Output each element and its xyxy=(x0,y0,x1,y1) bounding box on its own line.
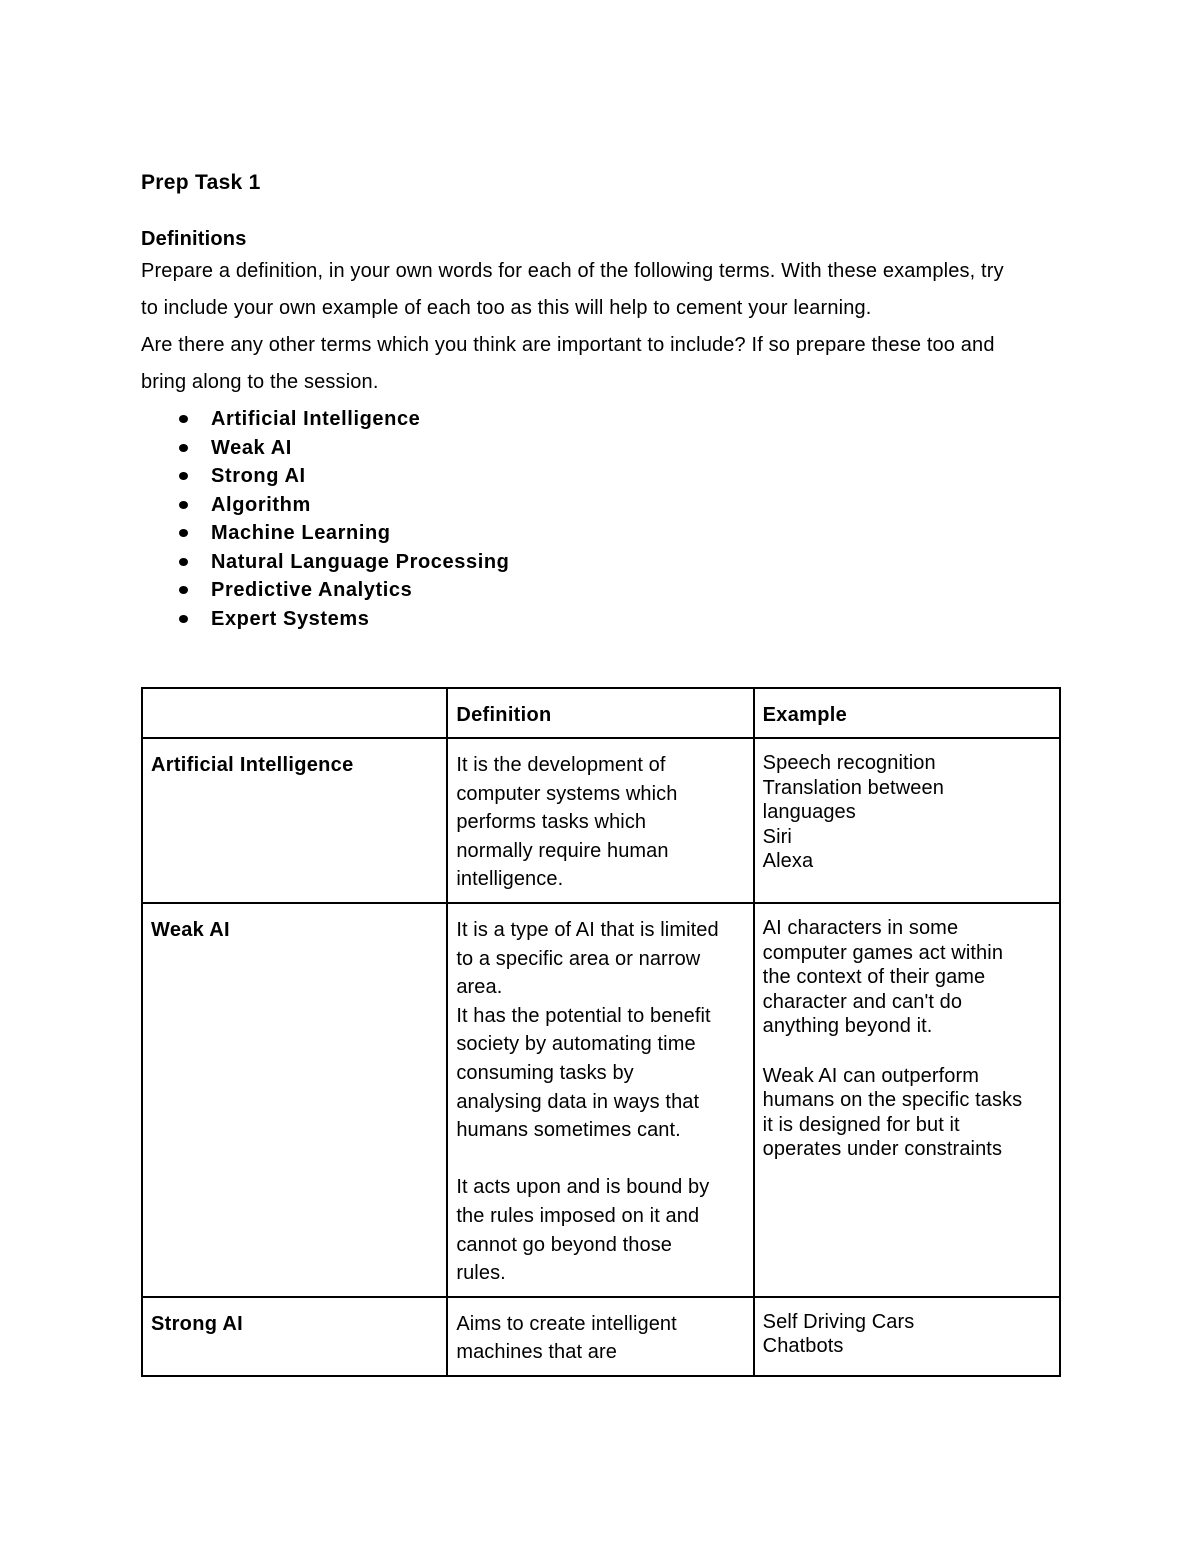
example-line: AI characters in some xyxy=(762,917,959,939)
intro-line: to include your own example of each too as this will help to cement your learning. xyxy=(141,297,872,319)
example-line: Chatbots xyxy=(762,1335,844,1358)
definition-line: analysing data in ways that xyxy=(456,1090,700,1113)
bullet-icon xyxy=(179,472,188,480)
definition-line: rules. xyxy=(456,1262,506,1285)
terms-list xyxy=(141,405,1061,633)
term-item xyxy=(141,405,1061,434)
bullet-icon xyxy=(179,501,188,509)
row-term-cell: Strong AI xyxy=(142,1297,447,1376)
term-label: Predictive Analytics xyxy=(211,579,413,601)
term-label: Natural Language Processing xyxy=(211,550,510,573)
example-line: Self Driving Cars xyxy=(762,1310,915,1333)
definition-line: It is a type of AI that is limited xyxy=(456,919,719,941)
table-row xyxy=(142,1297,1060,1376)
term-item xyxy=(141,462,1061,491)
term-label: Machine Learning xyxy=(211,522,391,544)
bullet-icon xyxy=(179,558,188,566)
bullet-icon xyxy=(179,529,188,537)
definition-line: humans sometimes cant. xyxy=(456,1119,681,1142)
definition-cell xyxy=(447,903,753,1297)
definition-cell xyxy=(447,738,753,903)
term-label: Artificial Intelligence xyxy=(211,408,421,430)
header-cell-example: Example xyxy=(754,688,1060,738)
term-label: Algorithm xyxy=(211,493,311,516)
definition-line: performs tasks which xyxy=(456,811,647,834)
example-line: Speech recognition xyxy=(762,752,936,774)
definition-line: machines that are xyxy=(456,1341,618,1364)
example-line: humans on the specific tasks xyxy=(762,1089,1023,1112)
term-label: Weak AI xyxy=(211,436,292,459)
example-line: anything beyond it. xyxy=(762,1015,933,1038)
definitions-table xyxy=(141,687,1061,1377)
definition-line: normally require human xyxy=(456,839,669,862)
example-line: Translation between xyxy=(762,776,944,799)
term-item xyxy=(141,548,1061,577)
definition-line: society by automating time xyxy=(456,1033,696,1056)
bullet-icon xyxy=(179,615,188,623)
header-cell-definition: Definition xyxy=(447,688,753,738)
definition-line: area. xyxy=(456,976,503,999)
definition-line: to a specific area or narrow xyxy=(456,947,701,970)
definition-line: Aims to create intelligent xyxy=(456,1312,677,1335)
bullet-icon xyxy=(179,586,188,594)
example-line: Weak AI can outperform xyxy=(762,1064,980,1087)
example-line: it is designed for but it xyxy=(762,1113,960,1136)
definition-line: intelligence. xyxy=(456,868,564,891)
row-term-cell: Artificial Intelligence xyxy=(142,738,447,903)
definition-line: It has the potential to benefit xyxy=(456,1004,711,1027)
term-item xyxy=(141,519,1061,548)
term-item xyxy=(141,434,1061,463)
table-header-row xyxy=(142,688,1060,738)
bullet-icon xyxy=(179,444,188,452)
header-cell-term xyxy=(142,688,447,738)
definition-line: cannot go beyond those xyxy=(456,1233,673,1256)
example-line: operates under constraints xyxy=(762,1138,1003,1161)
bullet-icon xyxy=(179,415,188,423)
document-body xyxy=(141,168,1061,633)
term-item xyxy=(141,576,1061,605)
definition-line: It acts upon and is bound by xyxy=(456,1176,710,1199)
example-cell xyxy=(754,738,1060,903)
definition-cell xyxy=(447,1297,753,1376)
term-label: Strong AI xyxy=(211,465,306,487)
intro-text xyxy=(141,253,1061,401)
row-term-cell: Weak AI xyxy=(142,903,447,1297)
definition-line: computer systems which xyxy=(456,782,678,805)
term-item xyxy=(141,491,1061,520)
table-row xyxy=(142,738,1060,903)
paragraph-gap xyxy=(763,1039,1051,1064)
example-line: Siri xyxy=(762,825,792,848)
term-item xyxy=(141,605,1061,634)
paragraph-gap xyxy=(456,1145,744,1174)
example-cell xyxy=(754,903,1060,1297)
definition-line: the rules imposed on it and xyxy=(456,1204,700,1227)
example-line: the context of their game xyxy=(762,966,986,989)
intro-line: bring along to the session. xyxy=(141,371,379,393)
example-cell xyxy=(754,1297,1060,1376)
intro-line: Are there any other terms which you think are important to include? If so prepare these too and xyxy=(141,334,995,356)
intro-line: Prepare a definition, in your own words for each of the following terms. With these examples, try xyxy=(141,260,1004,282)
page-title: Prep Task 1 xyxy=(141,171,261,194)
definition-line: consuming tasks by xyxy=(456,1061,634,1084)
example-line: Alexa xyxy=(762,850,814,873)
definition-line: It is the development of xyxy=(456,754,666,776)
section-heading: Definitions xyxy=(141,228,247,250)
example-line: computer games act within xyxy=(762,941,1004,964)
example-line: character and can't do xyxy=(762,990,963,1013)
table-row xyxy=(142,903,1060,1297)
term-label: Expert Systems xyxy=(211,607,370,630)
example-line: languages xyxy=(762,801,856,824)
